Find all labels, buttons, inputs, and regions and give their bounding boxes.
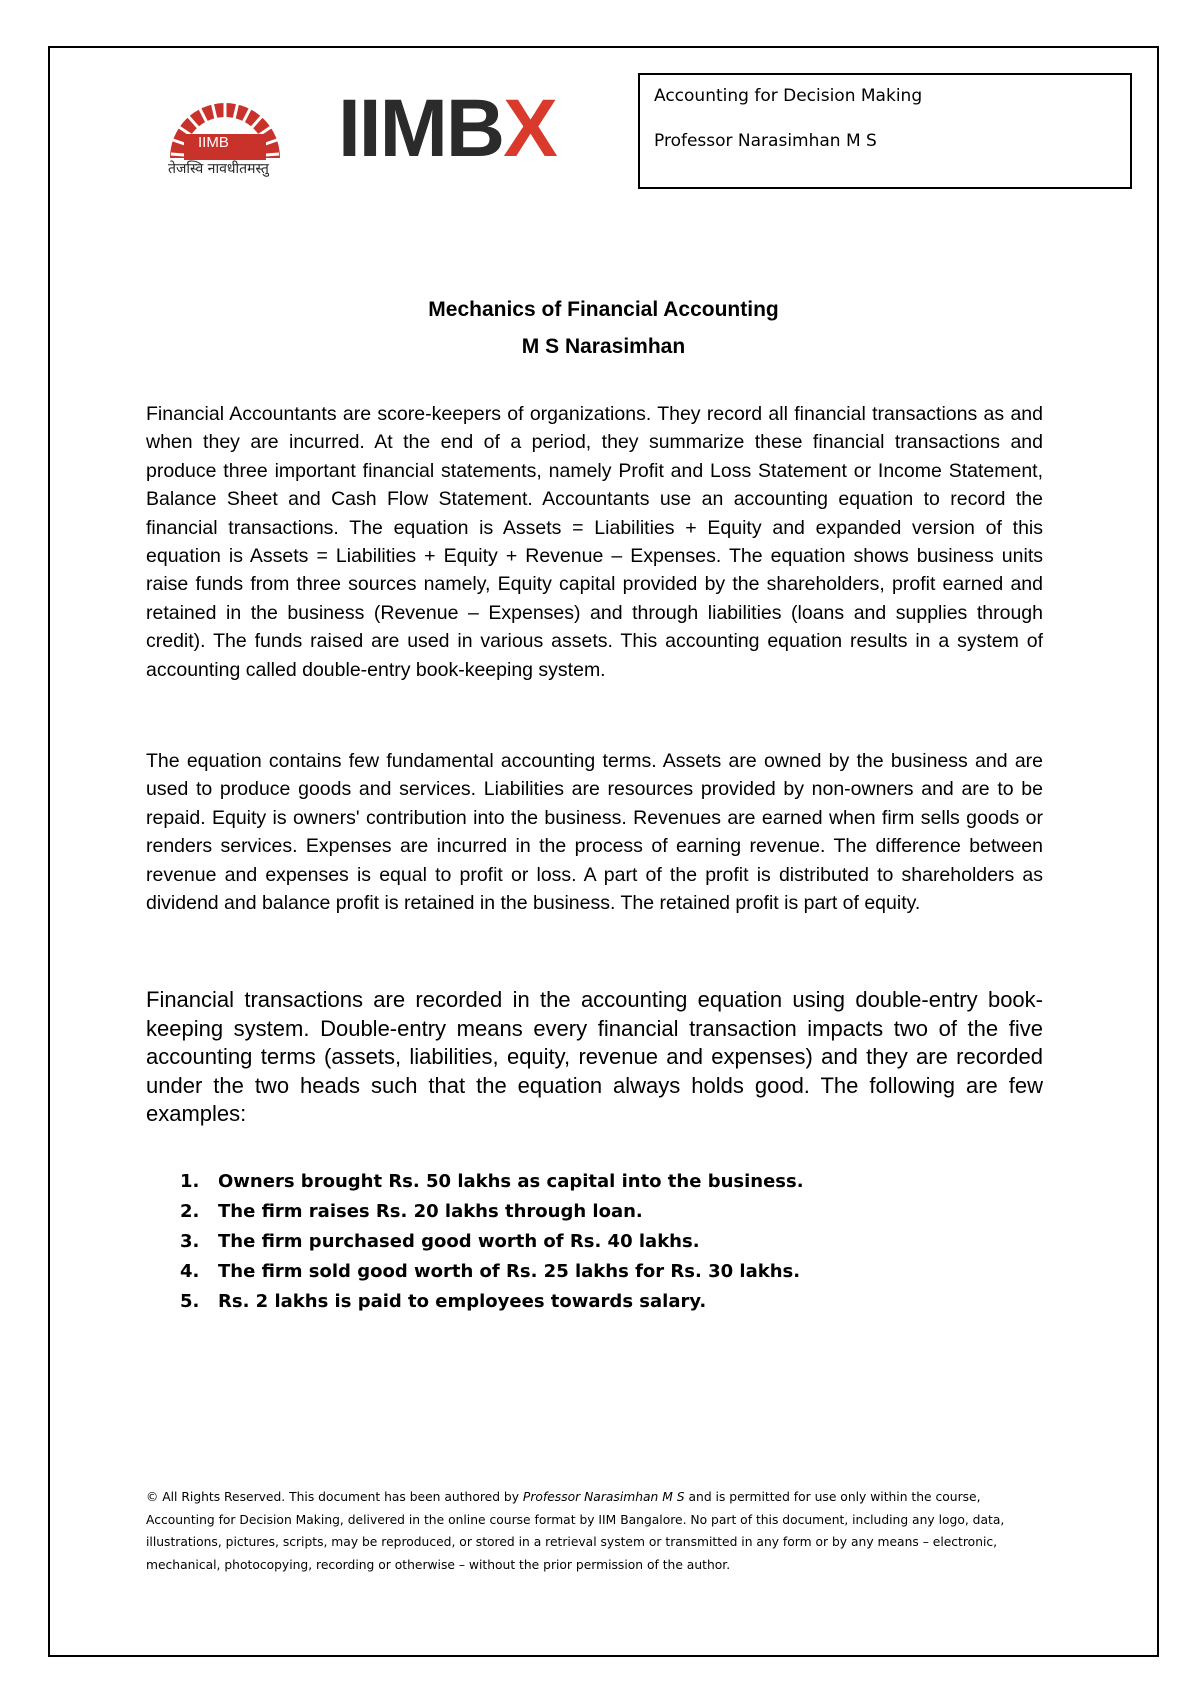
course-title: Accounting for Decision Making	[654, 86, 923, 106]
iimb-motto: तेजस्वि नावधीतमस्तु	[168, 161, 269, 177]
iimbx-logo	[338, 83, 556, 174]
footer-author: Professor Narasimhan M S	[522, 1490, 685, 1504]
iimb-logo	[160, 88, 290, 188]
list-item-number: 2.	[180, 1201, 200, 1222]
course-info-box	[638, 73, 1132, 189]
paragraph-2: The equation contains few fundamental accounting terms. Assets are owned by the business and are used to produce goods and services. Liabilities are resources provided by non-owners and are to be repaid. Equity is owners' contribution into the business. Revenues are earned when firm sells goods or renders services. Expenses are incurred in the process of earning revenue. The difference between revenue and expenses is equal to profit or loss. A part of the profit is distributed to shareholders as dividend and balance profit is retained in the business. The retained profit is part of equity.	[146, 750, 1043, 915]
list-item-text: The firm purchased good worth of Rs. 40 lakhs.	[218, 1231, 700, 1252]
list-item	[180, 1167, 804, 1197]
professor-name: Professor Narasimhan M S	[654, 131, 877, 151]
list-item	[180, 1287, 804, 1317]
list-item	[180, 1197, 804, 1227]
document-title: Mechanics of Financial Accounting	[428, 298, 779, 321]
copyright-footer	[146, 1486, 1046, 1576]
iimbx-logo-main: IIMB	[338, 83, 504, 174]
iimb-logo-text: IIMB	[198, 134, 229, 151]
paragraph-1: Financial Accountants are score-keepers of organizations. They record all financial transactions as and when they are incurred. At the end of a period, they summarize these financial transactions and produce three important financial statements, namely Profit and Loss Statement or Income Statement, Balance Sheet and Cash Flow Statement. Accountants use an accounting equation to record the financial transactions. The equation is Assets = Liabilities + Equity and expanded version of this equation is Assets = Liabilities + Equity + Revenue – Expenses. The equation shows business units raise funds from three sources namely, Equity capital provided by the shareholders, profit earned and retained in the business (Revenue – Expenses) and through liabilities (loans and supplies through credit). The funds raised are used in various assets. This accounting equation results in a system of accounting called double-entry book-keeping system.	[146, 403, 1043, 681]
document-author: M S Narasimhan	[521, 335, 686, 358]
list-item	[180, 1227, 804, 1257]
footer-text-1: © All Rights Reserved. This document has been authored by	[146, 1490, 523, 1504]
paragraph-3: Financial transactions are recorded in the accounting equation using double-entry book-keeping system. Double-entry means every financial transaction impacts two of the five accounting terms (assets, liabilities, equity, revenue and expenses) and they are recorded under the two heads such that the equation always holds good. The following are few examples:	[146, 987, 1043, 1127]
list-item-number: 3.	[180, 1231, 200, 1252]
list-item-number: 5.	[180, 1291, 200, 1312]
list-item-number: 4.	[180, 1261, 200, 1282]
examples-list	[180, 1167, 804, 1317]
iimbx-logo-x: X	[503, 83, 556, 174]
list-item-text: The firm sold good worth of Rs. 25 lakhs for Rs. 30 lakhs.	[218, 1261, 801, 1282]
list-item-text: The firm raises Rs. 20 lakhs through loan.	[218, 1201, 643, 1222]
footer-text-2: and is permitted for use only within the course, Accounting for Decision Making, delivered in the online course format by IIM Bangalore. No part of this document, including any logo, data, illustrations, pictures, scripts, may be reproduced, or stored in a retrieval system or transmitted in any form or by any means – electronic, mechanical, photocopying, recording or otherwise – without the prior permission of the author.	[146, 1490, 1005, 1572]
list-item-text: Owners brought Rs. 50 lakhs as capital into the business.	[218, 1171, 804, 1192]
list-item	[180, 1257, 804, 1287]
list-item-text: Rs. 2 lakhs is paid to employees towards salary.	[218, 1291, 707, 1312]
list-item-number: 1.	[180, 1171, 200, 1192]
